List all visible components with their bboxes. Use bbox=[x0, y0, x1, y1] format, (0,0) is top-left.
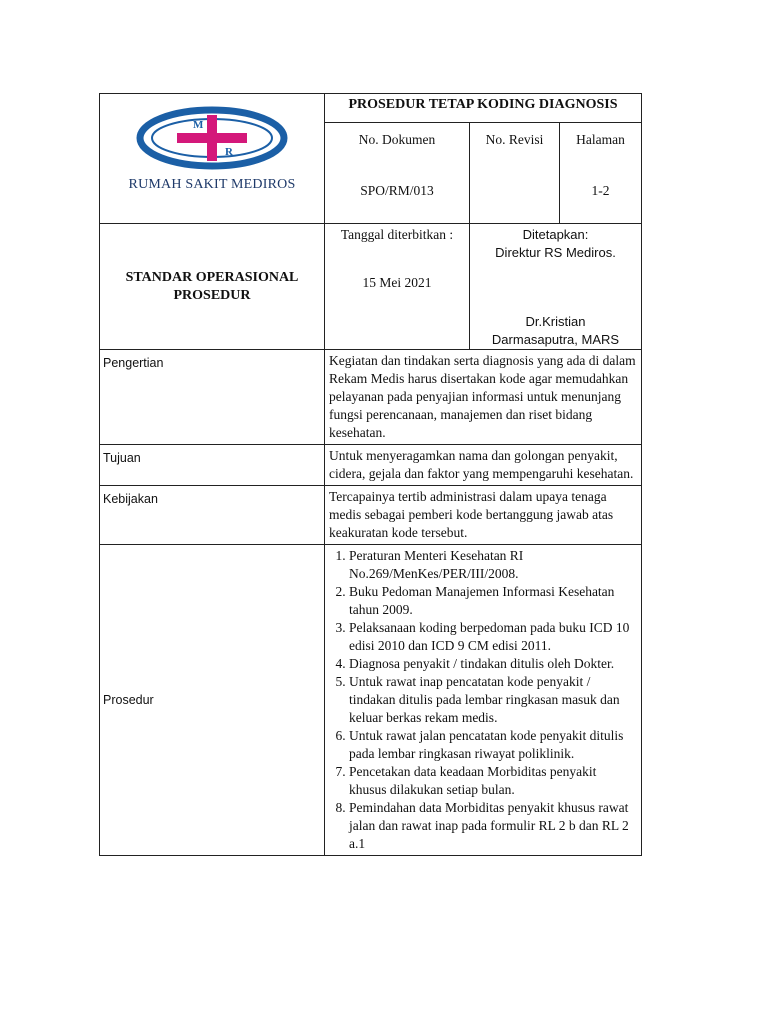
document-title: PROSEDUR TETAP KODING DIAGNOSIS bbox=[325, 94, 642, 123]
prosedur-step: 2. Buku Pedoman Manajemen Informasi Kesehatan tahun 2009. bbox=[349, 583, 637, 619]
sop-title-cell bbox=[100, 224, 325, 350]
prosedur-step: 3. Pelaksanaan koding berpedoman pada buku ICD 10 edisi 2010 dan ICD 9 CM edisi 2011. bbox=[349, 619, 637, 655]
no-revisi-cell bbox=[470, 123, 560, 224]
prosedur-step: 1. Peraturan Menteri Kesehatan RI No.269/MenKes/PER/III/2008. bbox=[349, 547, 637, 583]
tanggal-cell bbox=[325, 224, 470, 350]
logo-letter-r: R bbox=[225, 146, 233, 158]
ditetapkan-by: Direktur RS Mediros. bbox=[495, 245, 616, 260]
ditetapkan-cell bbox=[470, 224, 642, 350]
prosedur-step: 4. Diagnosa penyakit / tindakan ditulis oleh Dokter. bbox=[349, 655, 637, 673]
no-dokumen-cell bbox=[325, 123, 470, 224]
halaman-value: 1-2 bbox=[591, 183, 610, 198]
spo-document-table bbox=[99, 93, 642, 856]
prosedur-steps-cell bbox=[325, 545, 642, 856]
kebijakan-label: Kebijakan bbox=[100, 486, 325, 545]
hospital-name: RUMAH SAKIT MEDIROS bbox=[128, 177, 296, 192]
sop-title-line1: STANDAR OPERASIONAL bbox=[125, 269, 299, 285]
signer-title: Darmasaputra, MARS bbox=[491, 332, 620, 347]
ditetapkan-label: Ditetapkan: bbox=[522, 227, 589, 242]
prosedur-step: 6. Untuk rawat jalan pencatatan kode penyakit ditulis pada lembar ringkasan riwayat poliklinik. bbox=[349, 727, 637, 763]
prosedur-steps-list bbox=[329, 547, 637, 853]
logo-letter-m: M bbox=[193, 119, 204, 131]
tujuan-text: Untuk menyeragamkan nama dan golongan penyakit, cidera, gejala dan faktor yang mempengaruhi kesehatan. bbox=[325, 445, 642, 486]
no-revisi-label: No. Revisi bbox=[485, 132, 544, 147]
no-dokumen-value: SPO/RM/013 bbox=[360, 183, 434, 198]
pengertian-text: Kegiatan dan tindakan serta diagnosis yang ada di dalam Rekam Medis harus disertakan kode agar memudahkan pelayanan pada penyajian informasi untuk menunjang fungsi perencanaan, manajemen dan riset bidang kesehatan. bbox=[325, 350, 642, 445]
signer-name: Dr.Kristian bbox=[525, 314, 586, 329]
halaman-label: Halaman bbox=[576, 132, 625, 147]
prosedur-step: 8. Pemindahan data Morbiditas penyakit khusus rawat jalan dan rawat inap pada formulir RL 2 b dan RL 2 a.1 bbox=[349, 799, 637, 853]
hospital-logo-cell bbox=[100, 94, 325, 224]
halaman-cell bbox=[560, 123, 642, 224]
prosedur-label: Prosedur bbox=[100, 545, 325, 856]
pengertian-label: Pengertian bbox=[100, 350, 325, 445]
kebijakan-text: Tercapainya tertib administrasi dalam upaya tenaga medis sebagai pemberi kode bertanggung jawab atas keakuratan kode tersebut. bbox=[325, 486, 642, 545]
tujuan-label: Tujuan bbox=[100, 445, 325, 486]
prosedur-step: 7. Pencetakan data keadaan Morbiditas penyakit khusus dilakukan setiap bulan. bbox=[349, 763, 637, 799]
no-revisi-value bbox=[470, 149, 559, 182]
hospital-logo bbox=[135, 106, 289, 170]
tanggal-value: 15 Mei 2021 bbox=[362, 275, 432, 290]
tanggal-label: Tanggal diterbitkan : bbox=[340, 227, 454, 242]
prosedur-step: 5. Untuk rawat inap pencatatan kode penyakit / tindakan ditulis pada lembar ringkasan masuk dan keluar berkas rekam medis. bbox=[349, 673, 637, 727]
sop-title-line2: PROSEDUR bbox=[173, 287, 251, 303]
no-dokumen-label: No. Dokumen bbox=[358, 132, 436, 147]
